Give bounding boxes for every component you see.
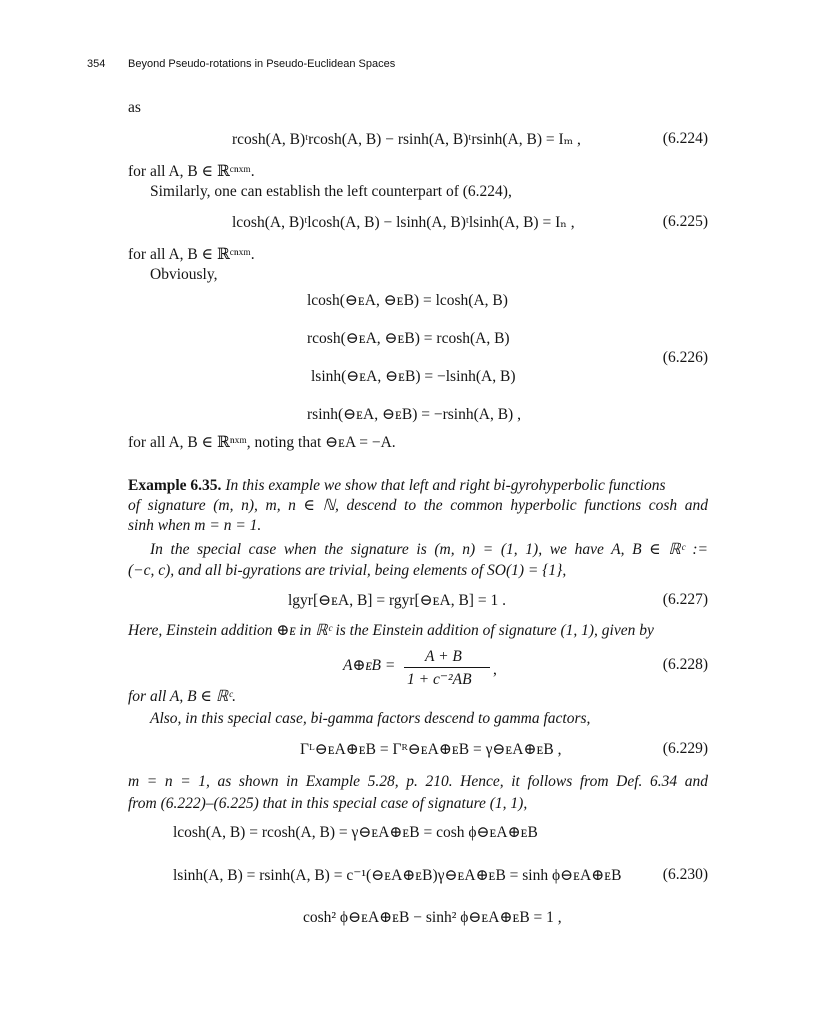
example-text-2: of signature (m, n), m, n ∈ ℕ, descend to the common hyperbolic functions cosh and: [128, 497, 708, 514]
equation-6-225: lcosh(A, B)ᵗlcosh(A, B) − lsinh(A, B)ᵗlsinh(A, B) = Iₙ ,: [232, 214, 575, 231]
equation-6-226-a: lcosh(⊖ᴇA, ⊖ᴇB) = lcosh(A, B): [307, 292, 508, 309]
equation-number-6-224: (6.224): [662, 130, 708, 147]
equation-6-224: rcosh(A, B)ᵗrcosh(A, B) − rsinh(A, B)ᵗrsinh(A, B) = Iₘ ,: [232, 131, 581, 148]
fraction-bar: [404, 667, 490, 668]
text-forall-4: for all A, B ∈ ℝᶜ.: [128, 688, 237, 705]
example-text-1: In this example we show that left and right bi-gyrohyperbolic functions: [225, 477, 666, 494]
equation-6-229: Γᴸ⊖ᴇA⊕ᴇB = Γᴿ⊖ᴇA⊕ᴇB = γ⊖ᴇA⊕ᴇB ,: [300, 741, 562, 758]
text-forall-3: for all A, B ∈ ℝⁿˣᵐ, noting that ⊖ᴇA = −A.: [128, 434, 396, 451]
text-also: Also, in this special case, bi-gamma factors descend to gamma factors,: [150, 710, 591, 727]
text-as: as: [128, 99, 141, 116]
text-here: Here, Einstein addition ⊕ᴇ in ℝᶜ is the Einstein addition of signature (1, 1), given by: [128, 622, 654, 639]
equation-6-228-numerator: A + B: [425, 648, 462, 665]
example-label: Example 6.35.: [128, 477, 222, 494]
equation-6-228-comma: ,: [493, 661, 497, 678]
equation-6-226-b: rcosh(⊖ᴇA, ⊖ᴇB) = rcosh(A, B): [307, 330, 510, 347]
example-text-4: In the special case when the signature is (m, n) = (1, 1), we have A, B ∈ ℝᶜ :=: [150, 541, 708, 558]
equation-6-228-lhs: A⊕ᴇB =: [343, 657, 396, 674]
running-title: Beyond Pseudo-rotations in Pseudo-Euclidean Spaces: [128, 58, 396, 70]
equation-6-230-b: lsinh(A, B) = rsinh(A, B) = c⁻¹(⊖ᴇA⊕ᴇB)γ⊖ᴇA⊕ᴇB = sinh ϕ⊖ᴇA⊕ᴇB: [173, 867, 622, 884]
text-forall-1: for all A, B ∈ ℝᶜⁿˣᵐ.: [128, 163, 255, 180]
text-from: from (6.222)–(6.225) that in this special case of signature (1, 1),: [128, 795, 528, 812]
example-text-3: sinh when m = n = 1.: [128, 517, 262, 534]
equation-number-6-229: (6.229): [662, 740, 708, 757]
text-m-n-1: m = n = 1, as shown in Example 5.28, p. 210. Hence, it follows from Def. 6.34 and: [128, 773, 708, 790]
equation-6-230-c: cosh² ϕ⊖ᴇA⊕ᴇB − sinh² ϕ⊖ᴇA⊕ᴇB = 1 ,: [303, 909, 562, 926]
equation-6-230-a: lcosh(A, B) = rcosh(A, B) = γ⊖ᴇA⊕ᴇB = cosh ϕ⊖ᴇA⊕ᴇB: [173, 824, 538, 841]
page-number: 354: [87, 58, 106, 70]
equation-number-6-226: (6.226): [662, 349, 708, 366]
text-forall-2: for all A, B ∈ ℝᶜⁿˣᵐ.: [128, 246, 255, 263]
equation-6-227: lgyr[⊖ᴇA, B] = rgyr[⊖ᴇA, B] = 1 .: [288, 592, 506, 609]
running-head: [87, 58, 396, 70]
equation-number-6-230: (6.230): [662, 866, 708, 883]
equation-number-6-227: (6.227): [662, 591, 708, 608]
equation-6-226-c: lsinh(⊖ᴇA, ⊖ᴇB) = −lsinh(A, B): [311, 368, 516, 385]
equation-number-6-228: (6.228): [662, 656, 708, 673]
example-first-line: [128, 476, 708, 496]
example-text-5: (−c, c), and all bi-gyrations are trivial, being elements of SO(1) = {1},: [128, 562, 567, 579]
equation-6-226-d: rsinh(⊖ᴇA, ⊖ᴇB) = −rsinh(A, B) ,: [307, 406, 521, 423]
text-similarly: Similarly, one can establish the left counterpart of (6.224),: [150, 183, 512, 200]
text-obviously: Obviously,: [150, 266, 218, 283]
equation-number-6-225: (6.225): [662, 213, 708, 230]
equation-6-228-denominator: 1 + c⁻²AB: [407, 671, 472, 688]
